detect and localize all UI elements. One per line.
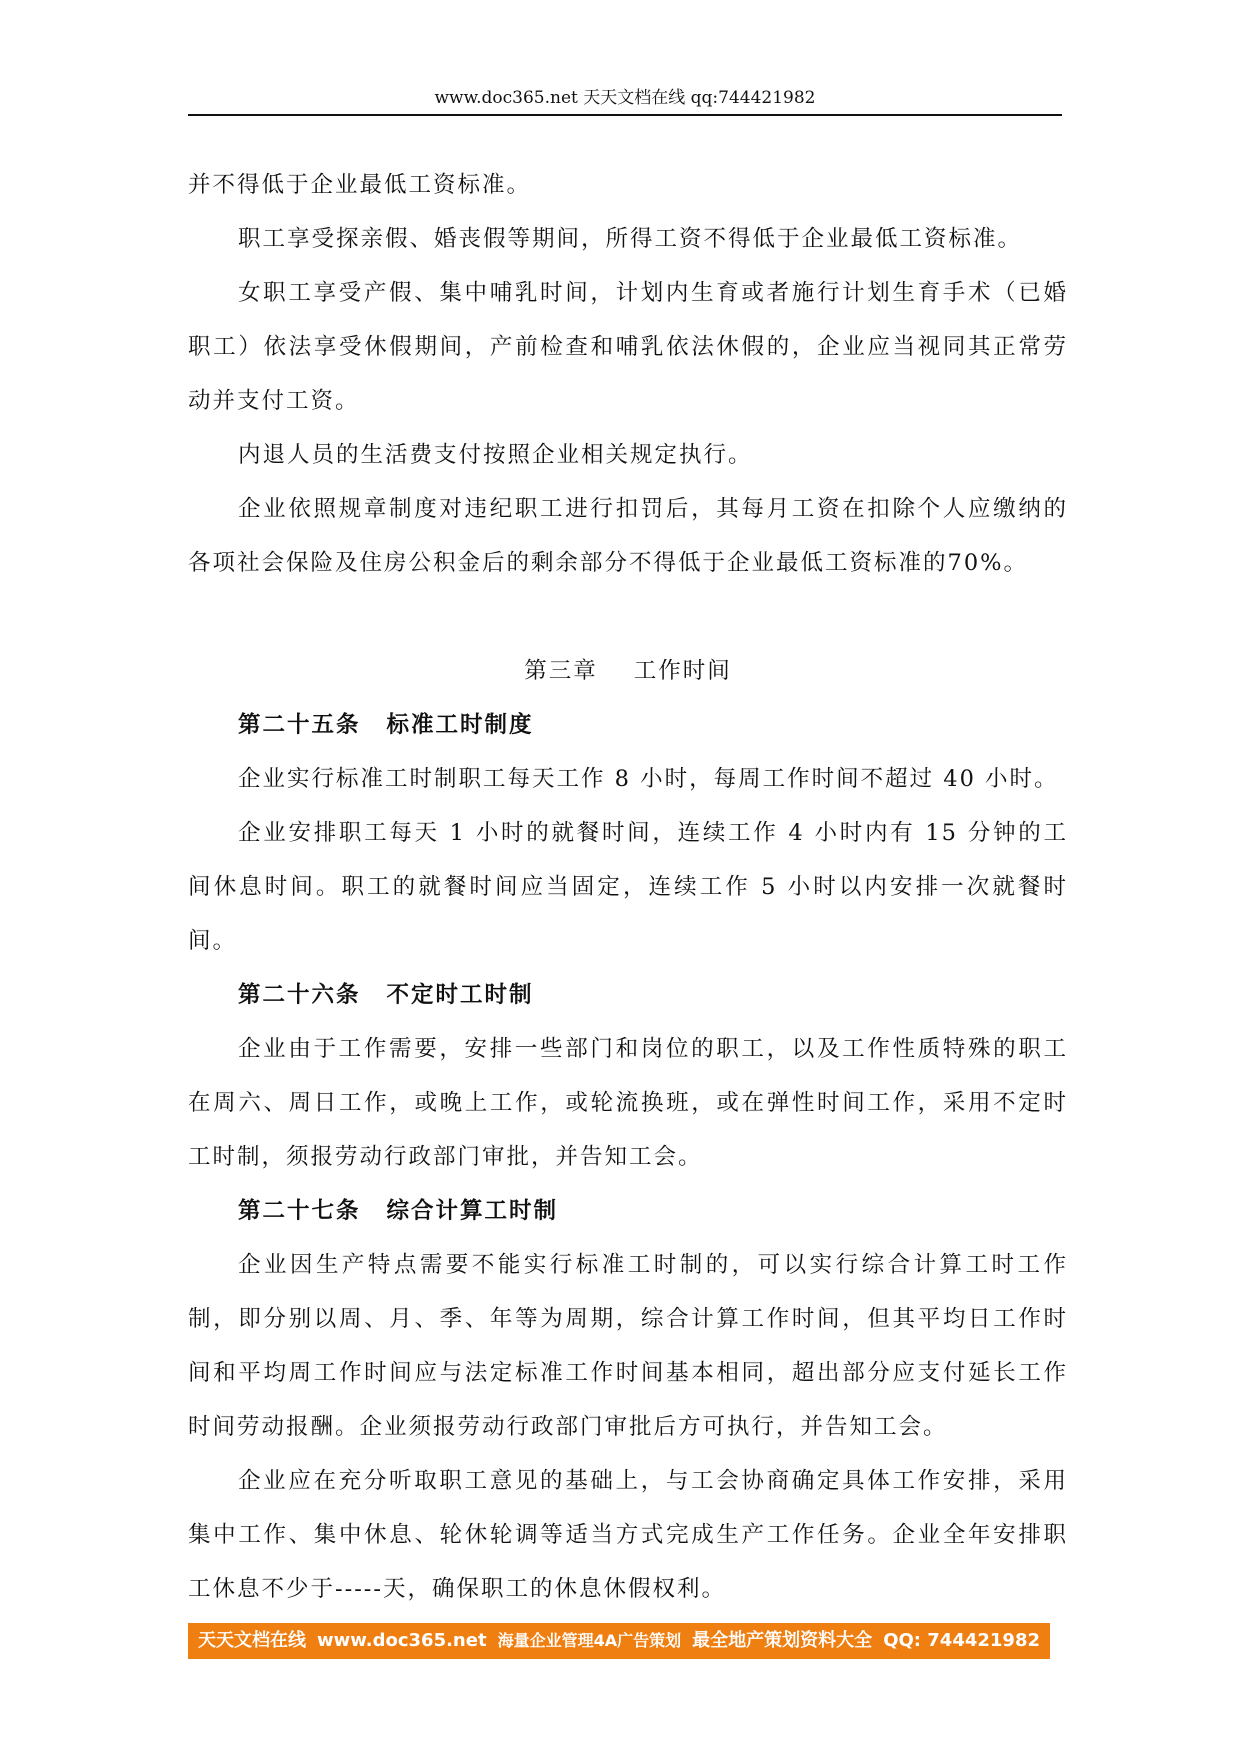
article-heading bbox=[188, 968, 1068, 1022]
paragraph: 并不得低于企业最低工资标准。 bbox=[188, 172, 532, 198]
page-header: www.doc365.net 天天文档在线 qq:744421982 bbox=[434, 88, 816, 108]
paragraph: 企业应在充分听取职工意见的基础上，与工会协商确定具体工作安排，采用集中工作、集中休息、轮休轮调等适当方式完成生产工作任务。企业全年安排职工休息不少于-----天，确保职工的休息休假权利。 bbox=[188, 1468, 1068, 1602]
footer-qq: QQ: 744421982 bbox=[883, 1630, 1040, 1651]
header-divider bbox=[188, 114, 1062, 116]
document-body bbox=[188, 158, 1068, 1616]
chapter-title: 工作时间 bbox=[633, 658, 732, 684]
chapter-heading bbox=[188, 644, 1068, 698]
paragraph: 女职工享受产假、集中哺乳时间，计划内生育或者施行计划生育手术（已婚职工）依法享受休假期间，产前检查和哺乳依法休假的，企业应当视同其正常劳动并支付工资。 bbox=[188, 280, 1068, 414]
spacer bbox=[188, 590, 1068, 644]
footer-tagline-1: 海量企业管理4A广告策划 bbox=[497, 1631, 682, 1650]
article-title: 不定时工时制 bbox=[386, 982, 534, 1008]
paragraph: 企业实行标准工时制职工每天工作 8 小时，每周工作时间不超过 40 小时。 bbox=[238, 766, 1059, 792]
article-number: 第二十五条 bbox=[238, 712, 361, 738]
article-number: 第二十七条 bbox=[238, 1198, 361, 1224]
paragraph: 企业因生产特点需要不能实行标准工时制的，可以实行综合计算工时工作制，即分别以周、月、季、年等为周期，综合计算工作时间，但其平均日工作时间和平均周工作时间应与法定标准工作时间基本相同，超出部分应支付延长工作时间劳动报酬。企业须报劳动行政部门审批后方可执行，并告知工会。 bbox=[188, 1252, 1068, 1440]
paragraph: 职工享受探亲假、婚丧假等期间，所得工资不得低于企业最低工资标准。 bbox=[238, 226, 1023, 252]
footer-site-name: 天天文档在线 bbox=[198, 1630, 306, 1651]
paragraph: 企业依照规章制度对违纪职工进行扣罚后，其每月工资在扣除个人应缴纳的各项社会保险及住房公积金后的剩余部分不得低于企业最低工资标准的70%。 bbox=[188, 496, 1068, 576]
article-title: 综合计算工时制 bbox=[386, 1198, 559, 1224]
paragraph: 内退人员的生活费支付按照企业相关规定执行。 bbox=[238, 442, 753, 468]
paragraph: 企业安排职工每天 1 小时的就餐时间，连续工作 4 小时内有 15 分钟的工间休息时间。职工的就餐时间应当固定，连续工作 5 小时以内安排一次就餐时间。 bbox=[188, 820, 1068, 954]
article-heading bbox=[188, 698, 1068, 752]
footer-banner[interactable] bbox=[188, 1623, 1050, 1659]
article-title: 标准工时制度 bbox=[386, 712, 534, 738]
paragraph: 企业由于工作需要，安排一些部门和岗位的职工，以及工作性质特殊的职工在周六、周日工作，或晚上工作，或轮流换班，或在弹性时间工作，采用不定时工时制，须报劳动行政部门审批，并告知工会。 bbox=[188, 1036, 1068, 1170]
chapter-number: 第三章 bbox=[524, 658, 598, 684]
footer-tagline-2: 最全地产策划资料大全 bbox=[692, 1630, 873, 1651]
article-heading bbox=[188, 1184, 1068, 1238]
footer-site-url[interactable]: www.doc365.net bbox=[317, 1630, 487, 1651]
article-number: 第二十六条 bbox=[238, 982, 361, 1008]
